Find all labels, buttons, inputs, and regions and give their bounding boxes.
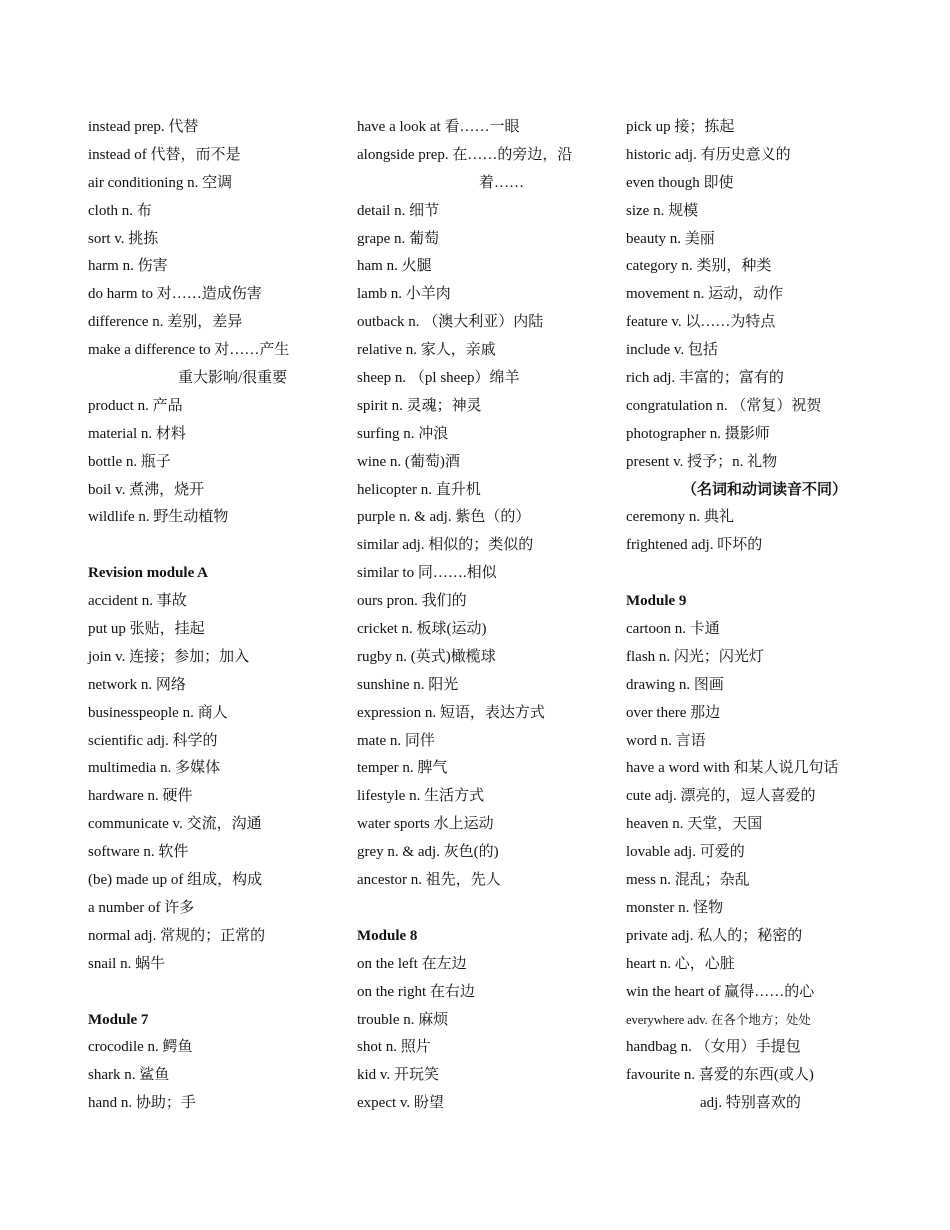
section-heading: Module 7 — [88, 1011, 149, 1028]
vocab-entry: bottle n. 瓶子 — [88, 453, 171, 470]
section-heading: Revision module A — [88, 565, 209, 582]
vocab-entry: boil v. 煮沸，烧开 — [88, 481, 205, 498]
pronunciation-note: （名词和动词读音不同） — [682, 481, 848, 498]
vocab-entry: similar adj. 相似的；类似的 — [357, 537, 534, 554]
vocab-entry: make a difference to 对……产生 — [88, 342, 290, 359]
vocab-entry: alongside prep. 在……的旁边，沿 — [357, 146, 573, 163]
vocab-entry: lamb n. 小羊肉 — [357, 286, 451, 303]
spacer — [88, 532, 338, 560]
vocab-entry: instead prep. 代替 — [88, 119, 199, 135]
section-heading: Module 9 — [626, 593, 687, 610]
vocab-entry: ham n. 火腿 — [357, 258, 432, 275]
vocab-entry: present v. 授予；n. 礼物 — [626, 453, 778, 470]
vocab-entry: mess n. 混乱；杂乱 — [626, 872, 750, 889]
vocab-entry: lifestyle n. 生活方式 — [357, 788, 485, 805]
vocab-entry: grape n. 葡萄 — [357, 230, 440, 247]
vocab-entry: put up 张贴，挂起 — [88, 621, 205, 638]
vocab-entry: kid v. 开玩笑 — [357, 1067, 439, 1084]
vocab-entry: spirit n. 灵魂；神灵 — [357, 397, 482, 414]
vocab-entry: photographer n. 摄影师 — [626, 425, 770, 442]
vocab-entry: expression n. 短语，表达方式 — [357, 704, 545, 721]
vocab-entry: wildlife n. 野生动植物 — [88, 509, 229, 526]
vocab-entry: do harm to 对……造成伤害 — [88, 286, 262, 303]
vocab-entry: instead of 代替，而不是 — [88, 146, 241, 163]
vocab-entry: even though 即使 — [626, 174, 734, 191]
vocab-entry: on the left 在左边 — [357, 955, 467, 972]
vocab-entry: congratulation n. （常复）祝贺 — [626, 397, 822, 414]
vocab-entry: beauty n. 美丽 — [626, 230, 715, 247]
vocab-entry: lovable adj. 可爱的 — [626, 844, 745, 861]
vocab-entry: include v. 包括 — [626, 342, 718, 359]
vocab-entry: accident n. 事故 — [88, 593, 187, 610]
vocab-entry: shark n. 鲨鱼 — [88, 1067, 170, 1084]
vocab-entry: normal adj. 常规的；正常的 — [88, 927, 266, 944]
vocab-entry: cricket n. 板球(运动) — [357, 621, 487, 638]
vocab-entry: size n. 规模 — [626, 202, 699, 219]
vocab-entry: relative n. 家人，亲戚 — [357, 342, 496, 359]
vocab-entry: rugby n. (英式)橄榄球 — [357, 648, 496, 665]
vocab-entry-continuation: 重大影响/很重要 — [178, 370, 288, 387]
vocab-entry: shot n. 照片 — [357, 1039, 431, 1056]
vocab-entry: snail n. 蜗牛 — [88, 955, 166, 972]
vocab-entry: hardware n. 硬件 — [88, 788, 193, 805]
vocab-entry: wine n. (葡萄)酒 — [357, 453, 460, 470]
vocab-entry: ancestor n. 祖先，先人 — [357, 872, 501, 889]
vocab-entry: movement n. 运动，动作 — [626, 286, 784, 303]
vocab-entry: drawing n. 图画 — [626, 676, 724, 693]
vocab-entry: monster n. 怪物 — [626, 899, 724, 916]
vocab-entry: crocodile n. 鳄鱼 — [88, 1039, 193, 1056]
vocab-entry: sheep n. （pl sheep）绵羊 — [357, 370, 520, 387]
vocab-entry: ceremony n. 典礼 — [626, 509, 734, 526]
vocab-entry: similar to 同…….相似 — [357, 565, 497, 582]
vocab-entry: scientific adj. 科学的 — [88, 732, 218, 749]
vocab-entry: word n. 言语 — [626, 732, 706, 749]
vocab-entry: join v. 连接；参加；加入 — [88, 648, 250, 665]
vocab-entry: feature v. 以……为特点 — [626, 314, 776, 331]
vocab-entry: material n. 材料 — [88, 425, 186, 442]
vocab-column-1 — [88, 114, 338, 1118]
vocab-entry: grey n. & adj. 灰色(的) — [357, 844, 499, 861]
vocab-entry: flash n. 闪光；闪光灯 — [626, 648, 764, 665]
vocab-entry: handbag n. （女用）手提包 — [626, 1039, 801, 1056]
vocab-entry: purple n. & adj. 紫色（的） — [357, 509, 531, 526]
vocab-entry: a number of 许多 — [88, 899, 195, 916]
vocab-column-2 — [357, 114, 607, 1118]
vocab-entry: air conditioning n. 空调 — [88, 174, 233, 191]
vocab-entry: frightened adj. 吓坏的 — [626, 537, 763, 554]
vocab-entry: helicopter n. 直升机 — [357, 481, 481, 498]
spacer — [357, 895, 607, 923]
vocab-entry: temper n. 脾气 — [357, 760, 448, 777]
vocab-entry: rich adj. 丰富的；富有的 — [626, 370, 784, 387]
vocab-entry: mate n. 同伴 — [357, 732, 435, 749]
vocab-entry: harm n. 伤害 — [88, 258, 168, 275]
vocab-entry: trouble n. 麻烦 — [357, 1011, 449, 1028]
vocab-entry: multimedia n. 多媒体 — [88, 760, 221, 777]
vocab-entry: (be) made up of 组成，构成 — [88, 872, 263, 889]
vocab-entry: heart n. 心，心脏 — [626, 955, 735, 972]
vocab-entry-continuation: adj. 特别喜欢的 — [700, 1095, 801, 1112]
vocab-entry: private adj. 私人的；秘密的 — [626, 927, 803, 944]
vocab-entry: over there 那边 — [626, 704, 721, 721]
vocab-entry: software n. 软件 — [88, 844, 189, 861]
spacer — [88, 979, 338, 1007]
vocab-entry: historic adj. 有历史意义的 — [626, 146, 791, 163]
vocab-entry: sort v. 挑拣 — [88, 230, 159, 247]
vocab-entry: communicate v. 交流，沟通 — [88, 816, 262, 833]
vocab-entry: difference n. 差别，差异 — [88, 314, 243, 331]
vocab-entry: ours pron. 我们的 — [357, 593, 467, 610]
spacer — [626, 560, 876, 588]
vocab-column-3 — [626, 114, 876, 1118]
vocab-entry: cloth n. 布 — [88, 202, 152, 219]
vocab-entry: surfing n. 冲浪 — [357, 425, 449, 442]
vocab-entry: win the heart of 赢得……的心 — [626, 983, 815, 1000]
vocab-entry: cute adj. 漂亮的，逗人喜爱的 — [626, 788, 816, 805]
section-heading: Module 8 — [357, 927, 418, 944]
vocab-entry-continuation: 着…… — [479, 174, 525, 191]
vocab-entry: hand n. 协助；手 — [88, 1095, 196, 1112]
vocab-entry: network n. 网络 — [88, 676, 186, 693]
vocab-entry: favourite n. 喜爱的东西(或人) — [626, 1067, 814, 1084]
vocab-entry: expect v. 盼望 — [357, 1095, 444, 1112]
vocab-entry: detail n. 细节 — [357, 202, 440, 219]
vocab-entry: have a look at 看……一眼 — [357, 119, 520, 135]
vocab-entry: category n. 类别，种类 — [626, 258, 772, 275]
vocab-entry: have a word with 和某人说几句话 — [626, 760, 839, 777]
vocab-entry: heaven n. 天堂，天国 — [626, 816, 763, 833]
vocab-entry: cartoon n. 卡通 — [626, 621, 720, 638]
vocab-entry: pick up 接；拣起 — [626, 119, 735, 135]
vocab-entry: outback n. （澳大利亚）内陆 — [357, 314, 544, 331]
vocab-entry: on the right 在右边 — [357, 983, 475, 1000]
vocab-entry: product n. 产品 — [88, 397, 183, 414]
vocab-entry: sunshine n. 阳光 — [357, 676, 459, 693]
vocab-entry: businesspeople n. 商人 — [88, 704, 228, 721]
vocab-entry: water sports 水上运动 — [357, 816, 494, 833]
vocab-entry: everywhere adv. 在各个地方；处处 — [626, 1012, 811, 1027]
